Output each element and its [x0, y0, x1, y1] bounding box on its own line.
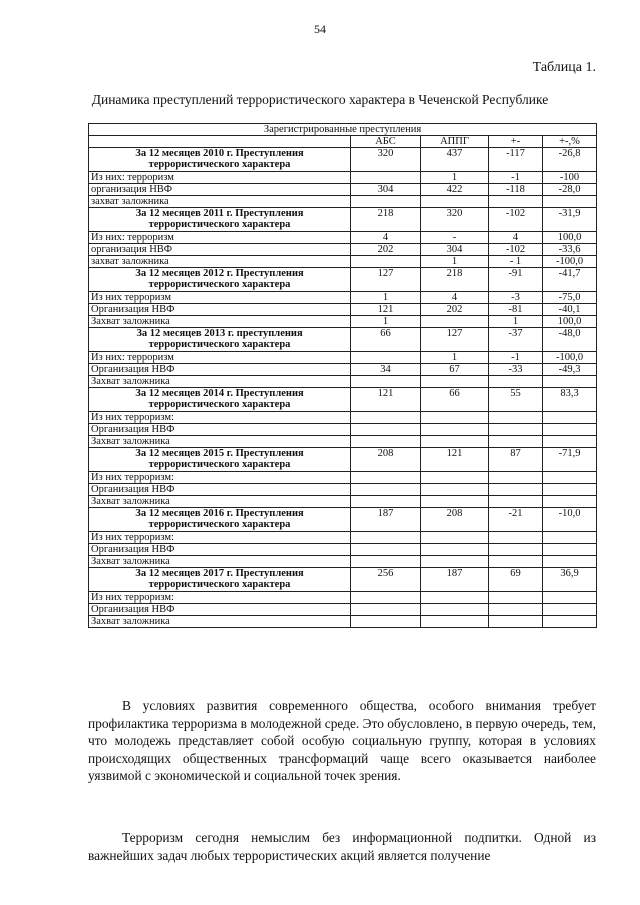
table-cell: 304	[351, 184, 421, 196]
table-row	[89, 616, 597, 628]
table-cell: 66	[421, 388, 489, 412]
table-cell: 320	[421, 208, 489, 232]
table-cell: -1	[489, 352, 543, 364]
table-row-main	[89, 208, 597, 232]
table-cell	[351, 256, 421, 268]
table-cell: 100,0	[543, 232, 597, 244]
table-row-main	[89, 328, 597, 352]
row-label: Из них: терроризм	[89, 172, 351, 184]
table-row	[89, 172, 597, 184]
column-header-appg: АППГ	[421, 136, 489, 148]
table-cell	[421, 592, 489, 604]
row-label: За 12 месяцев 2012 г. Преступления террористического характера	[89, 268, 351, 292]
table-cell: 4	[421, 292, 489, 304]
table-cell: 1	[351, 316, 421, 328]
table-cell	[489, 556, 543, 568]
table-row	[89, 544, 597, 556]
table-cell: 208	[421, 508, 489, 532]
table-cell: -37	[489, 328, 543, 352]
table-cell: 1	[489, 316, 543, 328]
row-label: Из них терроризм	[89, 292, 351, 304]
table-cell: -100,0	[543, 256, 597, 268]
row-label: организация НВФ	[89, 184, 351, 196]
table-cell: -102	[489, 208, 543, 232]
table-cell: 304	[421, 244, 489, 256]
row-label: Захват заложника	[89, 316, 351, 328]
table-cell: -100,0	[543, 352, 597, 364]
table-cell: 87	[489, 448, 543, 472]
table-cell	[489, 616, 543, 628]
table-cell: -117	[489, 148, 543, 172]
table-cell	[351, 196, 421, 208]
table-row	[89, 436, 597, 448]
table-cell	[543, 424, 597, 436]
row-label: Организация НВФ	[89, 484, 351, 496]
table-cell: -71,9	[543, 448, 597, 472]
table-cell	[351, 604, 421, 616]
table-cell: 69	[489, 568, 543, 592]
row-label: Из них терроризм:	[89, 592, 351, 604]
table-cell	[543, 532, 597, 544]
table-cell	[543, 604, 597, 616]
table-cell: - 1	[489, 256, 543, 268]
table-cell	[543, 556, 597, 568]
table-row	[89, 424, 597, 436]
table-row	[89, 256, 597, 268]
table-cell: -102	[489, 244, 543, 256]
table-group-header-row	[89, 124, 597, 136]
table-cell	[351, 532, 421, 544]
table-row-main	[89, 508, 597, 532]
row-label: Из них терроризм:	[89, 412, 351, 424]
table-cell: 1	[421, 256, 489, 268]
table-cell: -100	[543, 172, 597, 184]
table-cell: 100,0	[543, 316, 597, 328]
table-cell: 218	[421, 268, 489, 292]
crime-table	[88, 123, 597, 628]
table-cell: 1	[351, 292, 421, 304]
table-cell: -26,8	[543, 148, 597, 172]
table-cell	[351, 592, 421, 604]
page-number: 54	[314, 22, 326, 36]
table-cell: 83,3	[543, 388, 597, 412]
table-cell: -91	[489, 268, 543, 292]
table-row	[89, 412, 597, 424]
table-cell: 67	[421, 364, 489, 376]
table-cell	[489, 496, 543, 508]
table-cell	[421, 196, 489, 208]
table-cell: -118	[489, 184, 543, 196]
table-cell: -40,1	[543, 304, 597, 316]
row-label: За 12 месяцев 2017 г. Преступления террористического характера	[89, 568, 351, 592]
table-cell	[489, 484, 543, 496]
crime-table-body	[89, 124, 597, 628]
table-cell: -75,0	[543, 292, 597, 304]
table-cell: 121	[351, 304, 421, 316]
table-cell: 127	[421, 328, 489, 352]
table-cell	[489, 412, 543, 424]
paragraph-text: В условиях развития современного общества, особого внимания требует профилактика терроризма в молодежной среде. Это обусловлено, в первую очередь, тем, что молодежь представляет собой особую социальную группу, которая в условиях происходящих общественных трансформаций чаще всего оказывается наиболее уязвимой с экономической и социальной точек зрения.	[88, 698, 596, 784]
row-label: За 12 месяцев 2010 г. Преступления террористического характера	[89, 148, 351, 172]
table-cell: -81	[489, 304, 543, 316]
row-label: захват заложника	[89, 196, 351, 208]
table-cell	[351, 484, 421, 496]
row-label: Из них: терроризм	[89, 232, 351, 244]
row-label: Захват заложника	[89, 436, 351, 448]
table-cell	[489, 604, 543, 616]
table-cell: -33	[489, 364, 543, 376]
table-cell: 187	[351, 508, 421, 532]
table-row	[89, 292, 597, 304]
table-cell	[351, 172, 421, 184]
table-cell	[351, 556, 421, 568]
table-cell: 121	[351, 388, 421, 412]
row-label: захват заложника	[89, 256, 351, 268]
table-cell	[489, 196, 543, 208]
table-cell: -3	[489, 292, 543, 304]
table-cell	[421, 532, 489, 544]
table-cell	[543, 544, 597, 556]
table-cell	[421, 556, 489, 568]
table-cell: -33,6	[543, 244, 597, 256]
table-row	[89, 532, 597, 544]
table-row	[89, 364, 597, 376]
table-cell: -28,0	[543, 184, 597, 196]
paragraph-text: Терроризм сегодня немыслим без информационной подпитки. Одной из важнейших задач любых террористических акций является получение	[88, 830, 596, 863]
table-cell: 320	[351, 148, 421, 172]
row-label: За 12 месяцев 2013 г. преступления террористического характера	[89, 328, 351, 352]
table-cell	[351, 352, 421, 364]
table-cell: 4	[489, 232, 543, 244]
table-cell	[351, 472, 421, 484]
table-cell: 218	[351, 208, 421, 232]
table-row	[89, 196, 597, 208]
table-cell: -1	[489, 172, 543, 184]
table-cell: -10,0	[543, 508, 597, 532]
table-cell	[489, 532, 543, 544]
row-label: Организация НВФ	[89, 304, 351, 316]
row-label: Из них: терроризм	[89, 352, 351, 364]
table-cell	[421, 604, 489, 616]
table-row	[89, 376, 597, 388]
table-cell	[543, 496, 597, 508]
table-title: Динамика преступлений террористического характера в Чеченской Республике	[91, 92, 549, 107]
table-cell: 55	[489, 388, 543, 412]
table-cell: 422	[421, 184, 489, 196]
row-label: Организация НВФ	[89, 364, 351, 376]
row-label: Из них терроризм:	[89, 532, 351, 544]
table-row	[89, 604, 597, 616]
row-label: Организация НВФ	[89, 604, 351, 616]
table-row	[89, 496, 597, 508]
table-row	[89, 592, 597, 604]
table-cell: -41,7	[543, 268, 597, 292]
table-row	[89, 316, 597, 328]
table-cell: 202	[421, 304, 489, 316]
table-cell	[421, 484, 489, 496]
table-cell: 121	[421, 448, 489, 472]
table-cell	[489, 424, 543, 436]
column-header-abs: АБС	[351, 136, 421, 148]
row-label: Захват заложника	[89, 556, 351, 568]
table-cell: 1	[421, 352, 489, 364]
table-cell: 208	[351, 448, 421, 472]
table-row-main	[89, 268, 597, 292]
paragraph-2	[88, 829, 596, 864]
table-row	[89, 232, 597, 244]
table-cell	[421, 376, 489, 388]
table-cell	[351, 496, 421, 508]
row-label: Организация НВФ	[89, 424, 351, 436]
header-empty-cell	[89, 136, 351, 148]
table-cell	[421, 472, 489, 484]
table-row-main	[89, 448, 597, 472]
column-header-diff: +-	[489, 136, 543, 148]
row-label: Захват заложника	[89, 496, 351, 508]
table-cell: 187	[421, 568, 489, 592]
table-row	[89, 556, 597, 568]
table-cell	[543, 376, 597, 388]
table-cell	[421, 544, 489, 556]
table-cell: 36,9	[543, 568, 597, 592]
row-label: Захват заложника	[89, 376, 351, 388]
table-cell	[421, 436, 489, 448]
table-cell	[421, 412, 489, 424]
table-cell	[421, 496, 489, 508]
table-cell: 202	[351, 244, 421, 256]
table-row	[89, 244, 597, 256]
table-label: Таблица 1.	[532, 60, 596, 75]
table-cell: 437	[421, 148, 489, 172]
table-cell	[543, 484, 597, 496]
table-cell	[421, 424, 489, 436]
table-cell	[351, 412, 421, 424]
table-cell	[489, 544, 543, 556]
table-row	[89, 304, 597, 316]
table-column-header-row	[89, 136, 597, 148]
table-cell	[351, 616, 421, 628]
table-cell	[421, 316, 489, 328]
table-row-main	[89, 388, 597, 412]
table-cell: -48,0	[543, 328, 597, 352]
table-cell: 127	[351, 268, 421, 292]
table-cell: 4	[351, 232, 421, 244]
table-row	[89, 484, 597, 496]
table-cell	[489, 436, 543, 448]
row-label: Захват заложника	[89, 616, 351, 628]
table-row-main	[89, 148, 597, 172]
row-label: За 12 месяцев 2016 г. Преступления террористического характера	[89, 508, 351, 532]
table-row	[89, 472, 597, 484]
table-cell: 34	[351, 364, 421, 376]
table-cell	[543, 616, 597, 628]
table-cell	[351, 544, 421, 556]
paragraph-1	[88, 697, 596, 785]
table-cell: 256	[351, 568, 421, 592]
table-cell	[489, 592, 543, 604]
group-header: Зарегистрированные преступления	[89, 124, 597, 136]
row-label: организация НВФ	[89, 244, 351, 256]
table-cell	[351, 376, 421, 388]
table-cell: -31,9	[543, 208, 597, 232]
row-label: За 12 месяцев 2011 г. Преступления террористического характера	[89, 208, 351, 232]
table-cell: 1	[421, 172, 489, 184]
table-row	[89, 184, 597, 196]
row-label: За 12 месяцев 2014 г. Преступления террористического характера	[89, 388, 351, 412]
table-cell	[543, 592, 597, 604]
table-cell	[543, 196, 597, 208]
table-cell: 66	[351, 328, 421, 352]
table-row-main	[89, 568, 597, 592]
table-cell	[421, 616, 489, 628]
table-cell: -21	[489, 508, 543, 532]
table-cell	[543, 412, 597, 424]
row-label: За 12 месяцев 2015 г. Преступления террористического характера	[89, 448, 351, 472]
table-row	[89, 352, 597, 364]
row-label: Из них терроризм:	[89, 472, 351, 484]
column-header-diff-percent: +-,%	[543, 136, 597, 148]
row-label: Организация НВФ	[89, 544, 351, 556]
table-cell: -49,3	[543, 364, 597, 376]
table-cell	[489, 376, 543, 388]
table-cell	[351, 436, 421, 448]
table-cell	[489, 472, 543, 484]
table-cell	[351, 424, 421, 436]
table-cell: -	[421, 232, 489, 244]
table-cell	[543, 436, 597, 448]
table-cell	[543, 472, 597, 484]
